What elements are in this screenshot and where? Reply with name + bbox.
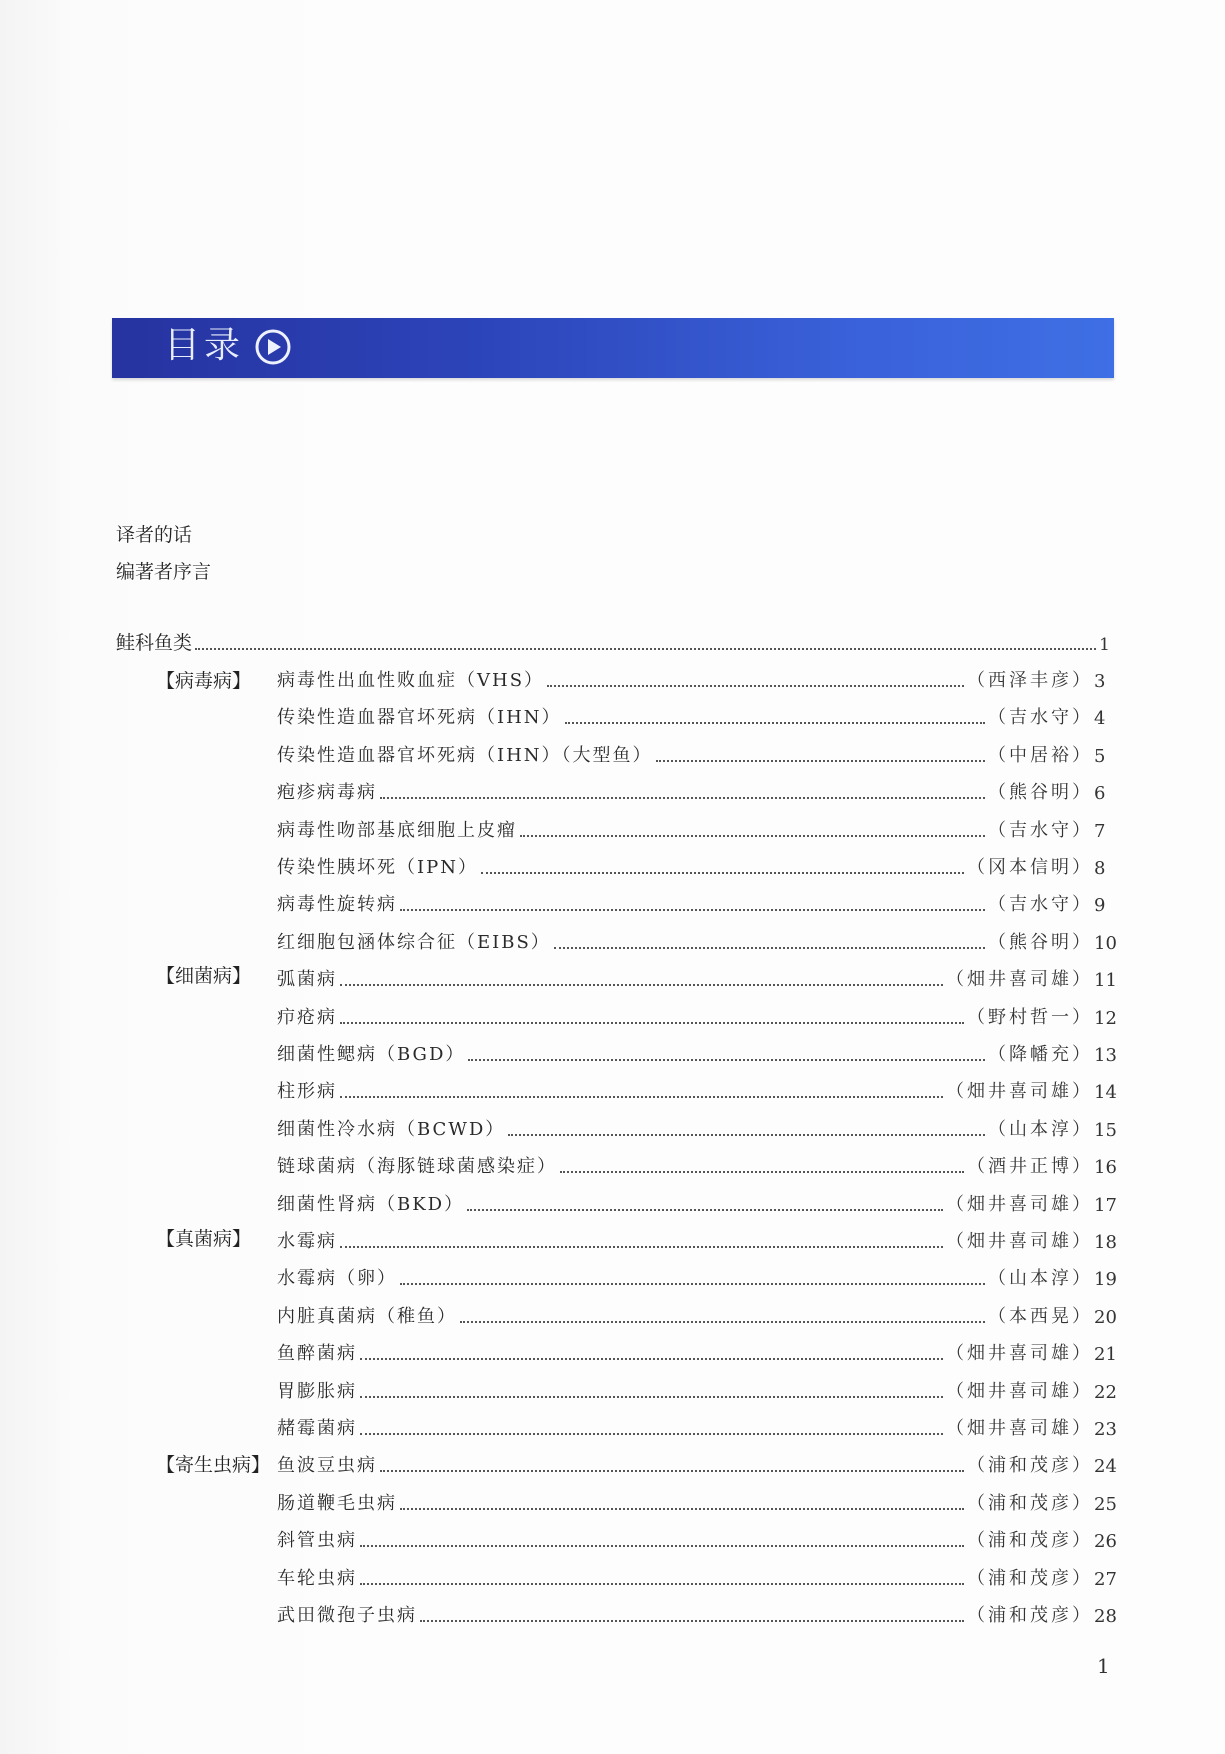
entry-title: 内脏真菌病（稚鱼） bbox=[277, 1306, 457, 1327]
entry-author: （浦和茂彦） bbox=[967, 1455, 1093, 1476]
entry-author: （酒井正博） bbox=[967, 1156, 1093, 1177]
dot-leader bbox=[467, 1209, 943, 1211]
toc-entry[interactable] bbox=[277, 1227, 1120, 1253]
dot-leader bbox=[400, 909, 985, 911]
toc-entry[interactable] bbox=[277, 1115, 1120, 1141]
dot-leader bbox=[520, 835, 985, 837]
entry-title: 柱形病 bbox=[277, 1081, 337, 1102]
entry-author: （畑井喜司雄） bbox=[946, 1194, 1093, 1215]
dot-leader bbox=[468, 1059, 985, 1061]
entry-title: 传染性造血器官坏死病（IHN）（大型鱼） bbox=[277, 745, 653, 766]
front-matter-translator-note[interactable]: 译者的话 bbox=[116, 524, 193, 546]
entry-title: 病毒性吻部基底细胞上皮瘤 bbox=[277, 820, 517, 841]
entry-title: 弧菌病 bbox=[277, 969, 337, 990]
entry-page: 12 bbox=[1094, 1008, 1117, 1029]
dot-leader bbox=[656, 760, 985, 762]
entry-page: 16 bbox=[1094, 1157, 1117, 1178]
entry-title: 细菌性鳃病（BGD） bbox=[277, 1044, 466, 1065]
entry-page: 13 bbox=[1094, 1045, 1117, 1066]
toc-entry[interactable] bbox=[277, 965, 1120, 991]
category-label-virus: 【病毒病】 bbox=[156, 670, 252, 692]
entry-page: 4 bbox=[1094, 708, 1106, 729]
category-label-fungus: 【真菌病】 bbox=[156, 1228, 252, 1250]
toc-entry[interactable] bbox=[277, 853, 1120, 879]
entry-author: （降幡充） bbox=[988, 1044, 1093, 1065]
entry-page: 5 bbox=[1094, 746, 1106, 767]
entry-title: 病毒性旋转病 bbox=[277, 894, 397, 915]
entry-author: （西泽丰彦） bbox=[967, 670, 1093, 691]
entry-author: （畑井喜司雄） bbox=[946, 1231, 1093, 1252]
entry-author: （畑井喜司雄） bbox=[946, 1381, 1093, 1402]
dot-leader bbox=[460, 1321, 985, 1323]
toc-entry[interactable] bbox=[277, 666, 1120, 692]
dot-leader bbox=[340, 1246, 943, 1248]
dot-leader bbox=[481, 872, 964, 874]
entry-page: 24 bbox=[1094, 1456, 1117, 1477]
entry-title: 传染性造血器官坏死病（IHN） bbox=[277, 707, 562, 728]
entry-title: 鱼醉菌病 bbox=[277, 1343, 357, 1364]
entry-title: 病毒性出血性败血症（VHS） bbox=[277, 670, 545, 691]
toc-entry[interactable] bbox=[277, 1003, 1120, 1029]
entry-author: （熊谷明） bbox=[988, 932, 1093, 953]
toc-entry[interactable] bbox=[277, 1601, 1120, 1627]
arrow-right-icon bbox=[254, 328, 292, 366]
dot-leader bbox=[360, 1433, 943, 1435]
entry-page: 23 bbox=[1094, 1419, 1117, 1440]
entry-title: 疱疹病毒病 bbox=[277, 782, 377, 803]
entry-author: （畑井喜司雄） bbox=[946, 969, 1093, 990]
toc-section-row[interactable] bbox=[116, 629, 1110, 655]
entry-page: 19 bbox=[1094, 1269, 1117, 1290]
toc-entry[interactable] bbox=[277, 890, 1120, 916]
entry-title: 红细胞包涵体综合征（EIBS） bbox=[277, 932, 551, 953]
entry-page: 20 bbox=[1094, 1307, 1117, 1328]
dot-leader bbox=[360, 1583, 964, 1585]
entry-title: 车轮虫病 bbox=[277, 1568, 357, 1589]
dot-leader bbox=[340, 1096, 943, 1098]
entry-title: 细菌性肾病（BKD） bbox=[277, 1194, 465, 1215]
entry-page: 15 bbox=[1094, 1120, 1117, 1141]
entry-title: 传染性胰坏死（IPN） bbox=[277, 857, 478, 878]
entry-author: （畑井喜司雄） bbox=[946, 1418, 1093, 1439]
entry-author: （吉水守） bbox=[988, 894, 1093, 915]
entry-author: （野村哲一） bbox=[967, 1007, 1093, 1028]
category-label-bacteria: 【细菌病】 bbox=[156, 965, 252, 987]
front-matter-preface[interactable]: 编著者序言 bbox=[116, 561, 212, 583]
entry-page: 14 bbox=[1094, 1082, 1117, 1103]
entry-title: 胃膨胀病 bbox=[277, 1381, 357, 1402]
entry-author: （山本淳） bbox=[988, 1119, 1093, 1140]
toc-entry[interactable] bbox=[277, 1339, 1120, 1365]
toc-entry[interactable] bbox=[277, 1377, 1120, 1403]
entry-page: 3 bbox=[1094, 671, 1106, 692]
entry-author: （浦和茂彦） bbox=[967, 1605, 1093, 1626]
section-page: 1 bbox=[1099, 635, 1110, 655]
toc-entry[interactable] bbox=[277, 741, 1120, 767]
entry-title: 水霉病（卵） bbox=[277, 1268, 397, 1289]
dot-leader bbox=[560, 1171, 964, 1173]
entry-title: 链球菌病（海豚链球菌感染症） bbox=[277, 1156, 557, 1177]
entry-author: （中居裕） bbox=[988, 745, 1093, 766]
entry-page: 6 bbox=[1094, 783, 1106, 804]
toc-entry[interactable] bbox=[277, 1264, 1120, 1290]
toc-entry[interactable] bbox=[277, 1451, 1120, 1477]
toc-entry[interactable] bbox=[277, 816, 1120, 842]
entry-author: （熊谷明） bbox=[988, 782, 1093, 803]
entry-title: 疖疮病 bbox=[277, 1007, 337, 1028]
toc-heading: 目录 bbox=[164, 325, 245, 366]
toc-entry[interactable] bbox=[277, 1077, 1120, 1103]
entry-page: 17 bbox=[1094, 1195, 1117, 1216]
entry-author: （畑井喜司雄） bbox=[946, 1081, 1093, 1102]
entry-page: 10 bbox=[1094, 933, 1117, 954]
entry-page: 27 bbox=[1094, 1569, 1117, 1590]
entry-author: （浦和茂彦） bbox=[967, 1493, 1093, 1514]
dot-leader bbox=[565, 722, 985, 724]
entry-page: 26 bbox=[1094, 1531, 1117, 1552]
toc-entry[interactable] bbox=[277, 1526, 1120, 1552]
entry-author: （畑井喜司雄） bbox=[946, 1343, 1093, 1364]
entry-page: 8 bbox=[1094, 858, 1106, 879]
entry-author: （吉水守） bbox=[988, 707, 1093, 728]
entry-title: 赭霉菌病 bbox=[277, 1418, 357, 1439]
dot-leader bbox=[508, 1134, 985, 1136]
entry-title: 斜管虫病 bbox=[277, 1530, 357, 1551]
dot-leader bbox=[547, 685, 964, 687]
dot-leader bbox=[400, 1283, 985, 1285]
toc-entry[interactable] bbox=[277, 1489, 1120, 1515]
entry-title: 细菌性冷水病（BCWD） bbox=[277, 1119, 506, 1140]
toc-entry[interactable] bbox=[277, 928, 1120, 954]
entry-page: 9 bbox=[1094, 895, 1106, 916]
entry-page: 11 bbox=[1094, 970, 1117, 991]
toc-entry[interactable] bbox=[277, 1414, 1120, 1440]
toc-entry[interactable] bbox=[277, 1152, 1120, 1178]
entry-author: （本西晃） bbox=[988, 1306, 1093, 1327]
dot-leader bbox=[195, 648, 1096, 650]
entry-title: 肠道鞭毛虫病 bbox=[277, 1493, 397, 1514]
entry-page: 18 bbox=[1094, 1232, 1117, 1253]
category-label-parasite: 【寄生虫病】 bbox=[156, 1454, 271, 1476]
dot-leader bbox=[380, 1470, 964, 1472]
entry-author: （山本淳） bbox=[988, 1268, 1093, 1289]
entry-author: （浦和茂彦） bbox=[967, 1568, 1093, 1589]
toc-entry[interactable] bbox=[277, 1564, 1120, 1590]
dot-leader bbox=[400, 1508, 964, 1510]
page-number: 1 bbox=[1097, 1654, 1110, 1678]
dot-leader bbox=[360, 1358, 943, 1360]
entry-author: （冈本信明） bbox=[967, 857, 1093, 878]
entry-page: 22 bbox=[1094, 1382, 1117, 1403]
dot-leader bbox=[554, 947, 985, 949]
toc-entry[interactable] bbox=[277, 1190, 1120, 1216]
dot-leader bbox=[340, 1022, 964, 1024]
entry-author: （浦和茂彦） bbox=[967, 1530, 1093, 1551]
entry-title: 水霉病 bbox=[277, 1231, 337, 1252]
entry-page: 25 bbox=[1094, 1494, 1117, 1515]
dot-leader bbox=[360, 1545, 964, 1547]
toc-entry[interactable] bbox=[277, 703, 1120, 729]
entry-page: 7 bbox=[1094, 821, 1106, 842]
toc-entry[interactable] bbox=[277, 778, 1120, 804]
toc-header-bar bbox=[112, 318, 1114, 378]
entry-title: 鱼波豆虫病 bbox=[277, 1455, 377, 1476]
toc-entry[interactable] bbox=[277, 1040, 1120, 1066]
toc-entry[interactable] bbox=[277, 1302, 1120, 1328]
dot-leader bbox=[360, 1396, 943, 1398]
dot-leader bbox=[380, 797, 985, 799]
dot-leader bbox=[420, 1620, 964, 1622]
entry-page: 28 bbox=[1094, 1606, 1117, 1627]
entry-author: （吉水守） bbox=[988, 820, 1093, 841]
entry-title: 武田微孢子虫病 bbox=[277, 1605, 417, 1626]
section-title: 鲑科鱼类 bbox=[116, 632, 193, 654]
dot-leader bbox=[340, 984, 943, 986]
entry-page: 21 bbox=[1094, 1344, 1117, 1365]
